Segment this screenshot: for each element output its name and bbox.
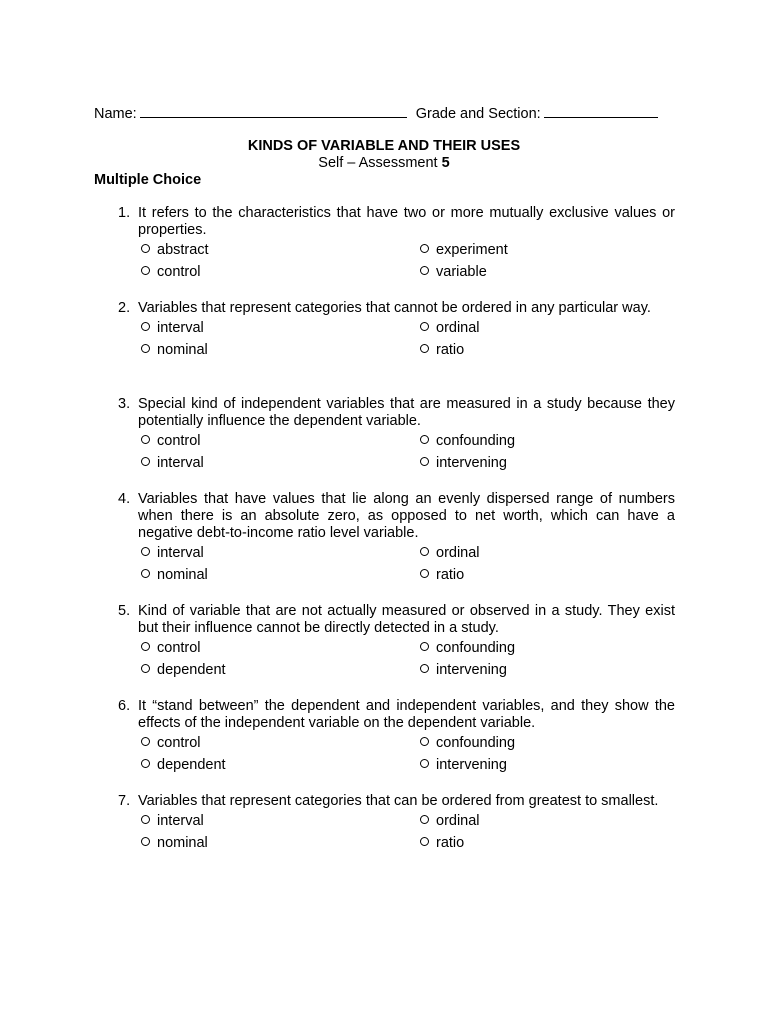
- radio-circle-icon[interactable]: [420, 737, 429, 746]
- question-6: [118, 698, 675, 780]
- radio-circle-icon[interactable]: [141, 266, 150, 275]
- options-group: [118, 813, 675, 858]
- option-intervening[interactable]: [420, 662, 507, 679]
- option-label: intervening: [436, 662, 507, 678]
- option-label: ordinal: [436, 813, 480, 829]
- option-label: nominal: [157, 567, 208, 583]
- option-label: ordinal: [436, 545, 480, 561]
- option-control[interactable]: [141, 433, 201, 450]
- question-number: 1.: [118, 205, 131, 221]
- option-interval[interactable]: [141, 320, 204, 337]
- radio-circle-icon[interactable]: [141, 569, 150, 578]
- name-blank[interactable]: [140, 104, 407, 118]
- question-text: It refers to the characteristics that have two or more mutually exclusive values or properties.: [138, 205, 675, 238]
- question-1: [118, 205, 675, 287]
- option-label: confounding: [436, 640, 516, 656]
- subtitle-prefix: Self – Assessment: [318, 155, 442, 171]
- option-label: control: [157, 735, 201, 751]
- option-label: control: [157, 433, 201, 449]
- question-number: 4.: [118, 491, 131, 507]
- question-2: [118, 300, 675, 365]
- question-stem: [118, 491, 675, 542]
- option-label: dependent: [157, 662, 226, 678]
- option-label: interval: [157, 455, 204, 471]
- option-interval[interactable]: [141, 813, 204, 830]
- radio-circle-icon[interactable]: [420, 664, 429, 673]
- option-label: nominal: [157, 835, 208, 851]
- radio-circle-icon[interactable]: [141, 547, 150, 556]
- question-stem: [118, 603, 675, 637]
- radio-circle-icon[interactable]: [141, 322, 150, 331]
- option-control[interactable]: [141, 264, 201, 281]
- option-label: interval: [157, 545, 204, 561]
- grade-section-blank[interactable]: [544, 104, 658, 118]
- option-label: control: [157, 264, 201, 280]
- option-label: ordinal: [436, 320, 480, 336]
- option-control[interactable]: [141, 640, 201, 657]
- name-label: Name:: [94, 106, 137, 122]
- radio-circle-icon[interactable]: [420, 344, 429, 353]
- question-number: 3.: [118, 396, 131, 412]
- option-label: variable: [436, 264, 487, 280]
- option-confounding[interactable]: [420, 735, 515, 752]
- question-3: [118, 396, 675, 478]
- options-group: [118, 640, 675, 685]
- option-dependent[interactable]: [141, 662, 226, 679]
- option-variable[interactable]: [420, 264, 487, 281]
- question-text: It “stand between” the dependent and independent variables, and they show the effects of the independent variable on the dependent variable.: [138, 698, 675, 731]
- option-interval[interactable]: [141, 545, 204, 562]
- worksheet-subtitle: [0, 155, 768, 172]
- option-confounding[interactable]: [420, 640, 515, 657]
- option-nominal[interactable]: [141, 342, 208, 359]
- option-label: experiment: [436, 242, 508, 258]
- radio-circle-icon[interactable]: [420, 457, 429, 466]
- radio-circle-icon[interactable]: [420, 547, 429, 556]
- question-stem: [118, 205, 675, 239]
- options-group: [118, 320, 675, 365]
- option-ordinal[interactable]: [420, 813, 480, 830]
- question-stem: [118, 396, 675, 430]
- radio-circle-icon[interactable]: [420, 266, 429, 275]
- option-label: intervening: [436, 757, 507, 773]
- option-label: confounding: [436, 433, 516, 449]
- option-label: interval: [157, 813, 204, 829]
- option-intervening[interactable]: [420, 757, 507, 774]
- question-text: Variables that have values that lie along an evenly dispersed range of numbers when there is an absolute zero, as opposed to net worth, which can have a negative debt-to-income ratio level variable.: [138, 491, 675, 541]
- option-ratio[interactable]: [420, 567, 464, 584]
- option-control[interactable]: [141, 735, 201, 752]
- radio-circle-icon[interactable]: [141, 737, 150, 746]
- radio-circle-icon[interactable]: [420, 322, 429, 331]
- radio-circle-icon[interactable]: [141, 244, 150, 253]
- question-5: [118, 603, 675, 685]
- option-label: ratio: [436, 567, 465, 583]
- options-group: [118, 545, 675, 590]
- radio-circle-icon[interactable]: [420, 435, 429, 444]
- option-abstract[interactable]: [141, 242, 209, 259]
- option-label: intervening: [436, 455, 507, 471]
- radio-circle-icon[interactable]: [141, 435, 150, 444]
- radio-circle-icon[interactable]: [141, 642, 150, 651]
- option-label: control: [157, 640, 201, 656]
- question-number: 2.: [118, 300, 131, 316]
- options-group: [118, 242, 675, 287]
- worksheet-title: KINDS OF VARIABLE AND THEIR USES: [247, 138, 521, 154]
- option-ordinal[interactable]: [420, 320, 480, 337]
- option-nominal[interactable]: [141, 835, 208, 852]
- radio-circle-icon[interactable]: [420, 837, 429, 846]
- option-confounding[interactable]: [420, 433, 515, 450]
- section-heading: Multiple Choice: [94, 172, 202, 188]
- question-stem: [118, 793, 675, 810]
- options-group: [118, 735, 675, 780]
- radio-circle-icon[interactable]: [141, 664, 150, 673]
- option-ratio[interactable]: [420, 835, 464, 852]
- radio-circle-icon[interactable]: [420, 244, 429, 253]
- question-number: 6.: [118, 698, 131, 714]
- radio-circle-icon[interactable]: [141, 457, 150, 466]
- option-experiment[interactable]: [420, 242, 508, 259]
- option-label: confounding: [436, 735, 516, 751]
- radio-circle-icon[interactable]: [141, 815, 150, 824]
- radio-circle-icon[interactable]: [420, 642, 429, 651]
- radio-circle-icon[interactable]: [141, 759, 150, 768]
- question-number: 7.: [118, 793, 131, 809]
- question-7: [118, 793, 675, 858]
- question-stem: [118, 698, 675, 732]
- option-nominal[interactable]: [141, 567, 208, 584]
- radio-circle-icon[interactable]: [420, 815, 429, 824]
- grade-section-label: Grade and Section:: [415, 106, 541, 122]
- option-dependent[interactable]: [141, 757, 226, 774]
- option-interval[interactable]: [141, 455, 204, 472]
- option-label: dependent: [157, 757, 226, 773]
- question-text: Kind of variable that are not actually measured or observed in a study. They exist but their influence cannot be directly detected in a study.: [138, 603, 675, 636]
- question-text: Variables that represent categories that can be ordered from greatest to smallest.: [138, 793, 659, 809]
- header-line: [94, 104, 684, 123]
- question-text: Special kind of independent variables that are measured in a study because they potentially influence the dependent variable.: [138, 396, 675, 429]
- option-label: nominal: [157, 342, 208, 358]
- option-ratio[interactable]: [420, 342, 464, 359]
- radio-circle-icon[interactable]: [141, 344, 150, 353]
- question-text: Variables that represent categories that cannot be ordered in any particular way.: [138, 300, 651, 316]
- option-ordinal[interactable]: [420, 545, 480, 562]
- question-number: 5.: [118, 603, 131, 619]
- option-label: abstract: [157, 242, 209, 258]
- options-group: [118, 433, 675, 478]
- option-label: ratio: [436, 835, 465, 851]
- assessment-number: 5: [441, 155, 450, 171]
- option-label: interval: [157, 320, 204, 336]
- question-4: [118, 491, 675, 590]
- option-intervening[interactable]: [420, 455, 507, 472]
- radio-circle-icon[interactable]: [141, 837, 150, 846]
- option-label: ratio: [436, 342, 465, 358]
- radio-circle-icon[interactable]: [420, 569, 429, 578]
- radio-circle-icon[interactable]: [420, 759, 429, 768]
- question-stem: [118, 300, 675, 317]
